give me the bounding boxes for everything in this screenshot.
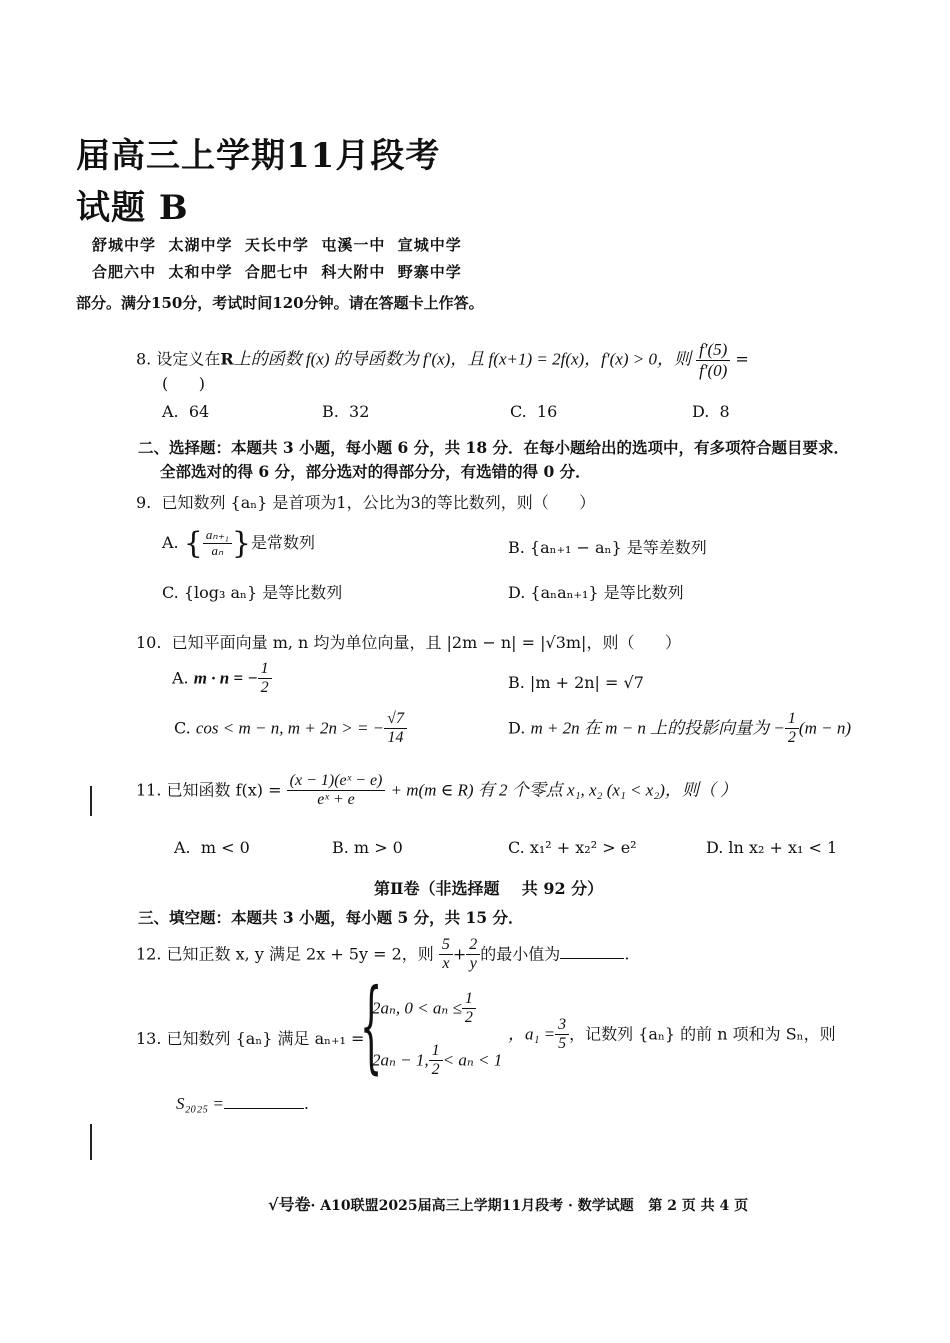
q13-case2-fraction xyxy=(429,1042,443,1080)
footer-logo: √号卷 xyxy=(268,1195,311,1214)
q12-suffix: 的最小值为 xyxy=(480,944,561,964)
page-footer xyxy=(268,1192,748,1215)
q8-eq: = xyxy=(735,349,749,369)
q9-a-brace-left: { xyxy=(183,526,203,561)
q9-option-b: B. {aₙ₊₁ − aₙ} 是等差数列 xyxy=(508,538,707,557)
q13-suffix: ，记数列 {aₙ} 的前 n 项和为 Sₙ，则 xyxy=(569,1024,836,1044)
q10-d-num: 1 xyxy=(785,710,799,729)
q12-prefix: 12. 已知正数 x, y 满足 2x + 5y = 2，则 xyxy=(136,944,434,964)
q13-sum-label: S₂₀₂₅ = xyxy=(176,1094,224,1113)
q8-frac-den: f′(0) xyxy=(699,360,728,380)
q12-answer-blank[interactable] xyxy=(560,944,624,959)
q11-option-b: B. m > 0 xyxy=(332,838,403,857)
q13-answer-blank[interactable] xyxy=(224,1094,304,1109)
q8-frac-num: f′(5) xyxy=(696,340,730,361)
q12-f1-num: 5 xyxy=(439,936,453,955)
q10-a-den: 2 xyxy=(260,679,269,697)
q11-prefix: 11. 已知函数 f(x) = xyxy=(136,780,282,800)
q10-c-den: 14 xyxy=(387,729,404,747)
q12-f2-num: 2 xyxy=(466,936,480,955)
scan-mark-2 xyxy=(90,1124,92,1160)
q10-option-a xyxy=(172,660,272,698)
schools-row-2: 合肥六中 太和中学 合肥七中 科大附中 野寨中学 xyxy=(92,263,462,281)
exam-title-line1: 届高三上学期11月段考 xyxy=(76,136,441,176)
q13-case2-den: 2 xyxy=(431,1061,440,1079)
q11-suffix: + m(m ∈ R) 有 2 个零点 x₁, x₂ (x₁ < x₂)，则（ ） xyxy=(390,780,738,800)
q11-option-d: D. ln x₂ + x₁ < 1 xyxy=(706,838,838,857)
q13-case2-num: 1 xyxy=(429,1042,443,1061)
q13-sum-line xyxy=(176,1094,309,1114)
q10-d-den: 2 xyxy=(787,729,796,747)
q12-end: . xyxy=(624,944,630,964)
q13-piecewise-brace: { xyxy=(360,967,383,1084)
q10-d-tail: (m − n) xyxy=(798,718,851,738)
question-10: 10. 已知平面向量 m, n 均为单位向量，且 |2m − n| = |√3m|，则（ ） xyxy=(136,633,681,652)
q12-f1-den: x xyxy=(442,955,450,973)
q13-a1-den: 5 xyxy=(558,1035,567,1053)
footer-text: · A10联盟2025届高三上学期11月段考 · 数学试题 第 2 页 共 4 页 xyxy=(310,1198,749,1214)
q13-case-1 xyxy=(372,990,476,1028)
q13-case1-fraction xyxy=(462,990,476,1028)
question-9: 9. 已知数列 {aₙ} 是首项为1，公比为3的等比数列，则（ ） xyxy=(136,493,596,512)
q9-option-c: C. {log₃ aₙ} 是等比数列 xyxy=(162,583,343,602)
section-3-line: 三、填空题：本题共 3 小题，每小题 5 分，共 15 分． xyxy=(138,908,524,927)
q10-a-fraction xyxy=(258,660,272,698)
q8-option-a: A. 64 xyxy=(162,402,210,421)
question-12 xyxy=(136,936,629,974)
section-2-line-1: 二、选择题：本题共 3 小题，每小题 6 分，共 18 分．在每小题给出的选项中，有多项符合题目要求． xyxy=(138,438,850,457)
q13-end: . xyxy=(303,1094,309,1113)
question-13-stem xyxy=(136,1026,364,1049)
scan-mark-1 xyxy=(90,786,92,816)
q8-option-d: D. 8 xyxy=(692,402,730,421)
q8-option-c: C. 16 xyxy=(510,402,558,421)
q12-plus: + xyxy=(452,944,467,964)
q11-option-c: C. x₁² + x₂² > e² xyxy=(508,838,637,857)
q10-d-expr: m + 2n 在 m − n 上的投影向量为 − xyxy=(530,718,785,738)
q8-option-b: B. 32 xyxy=(322,402,370,421)
q8-stem: 上的函数 f(x) 的导函数为 f′(x)，且 f(x+1) = 2f(x)，f′(x) > 0，则 xyxy=(233,349,691,369)
section-2-line-2: 全部选对的得 6 分，部分选对的得部分分，有选错的得 0 分． xyxy=(160,462,591,481)
schools-row-1: 舒城中学 太湖中学 天长中学 屯溪一中 宣城中学 xyxy=(92,236,462,254)
q9-a-fraction xyxy=(203,528,232,559)
q11-frac-den: eˣ + e xyxy=(317,791,355,809)
q11-option-a: A. m < 0 xyxy=(174,838,250,857)
q10-d-fraction xyxy=(785,710,799,748)
question-8 xyxy=(136,340,749,380)
q10-option-c xyxy=(174,710,407,748)
q10-c-fraction xyxy=(384,710,407,748)
q13-a1-num: 3 xyxy=(555,1016,569,1035)
q9-option-a xyxy=(162,526,315,561)
q9-a-num: aₙ₊₁ xyxy=(203,528,232,544)
q13-a1-fraction xyxy=(555,1016,569,1054)
q13-case2-tail: < aₙ < 1 xyxy=(442,1050,503,1070)
q9-a-label: A. xyxy=(162,533,179,552)
q9-a-tail: 是常数列 xyxy=(250,533,315,552)
q13-case1-den: 2 xyxy=(464,1009,473,1027)
question-11 xyxy=(136,772,737,810)
exam-instructions: 部分。满分150分，考试时间120分钟。请在答题卡上作答。 xyxy=(76,294,484,312)
q10-c-num: √7 xyxy=(384,710,407,729)
q9-a-den: aₙ xyxy=(211,543,224,558)
q11-frac-num: (x − 1)(eˣ − e) xyxy=(287,772,386,791)
q10-d-label: D. xyxy=(508,718,526,738)
q8-real-set: R xyxy=(220,349,234,369)
q10-option-b: B. |m + 2n| = √7 xyxy=(508,673,644,692)
q8-prefix: 8. 设定义在 xyxy=(136,349,221,369)
q8-fraction xyxy=(696,340,730,380)
q13-case1-expr: 2aₙ, 0 < aₙ ≤ xyxy=(372,998,462,1018)
q10-c-label: C. xyxy=(174,718,191,738)
q10-a-label: A. xyxy=(172,668,189,688)
q12-fraction-1 xyxy=(439,936,453,974)
q11-fraction xyxy=(287,772,386,810)
q12-f2-den: y xyxy=(469,955,477,973)
q9-a-brace-right: } xyxy=(231,526,251,561)
q8-paren: ( ) xyxy=(162,374,205,393)
part-2-heading: 第Ⅱ卷（非选择题 共 92 分） xyxy=(374,879,604,898)
q13-case-2 xyxy=(372,1042,502,1080)
q12-fraction-2 xyxy=(466,936,480,974)
q10-c-expr: cos < m − n, m + 2n > = − xyxy=(195,718,385,738)
q13-case2-expr: 2aₙ − 1, xyxy=(372,1050,429,1070)
q9-option-d: D. {aₙaₙ₊₁} 是等比数列 xyxy=(508,583,684,602)
q10-a-expr: m · n = − xyxy=(193,668,258,688)
q10-option-d xyxy=(508,710,851,748)
exam-title-line2: 试题 B xyxy=(76,188,189,228)
q13-case1-num: 1 xyxy=(462,990,476,1009)
q10-a-num: 1 xyxy=(258,660,272,679)
q13-prefix: 13. 已知数列 {aₙ} 满足 aₙ₊₁ = xyxy=(136,1029,365,1048)
q13-a1-expr: ，a₁ = xyxy=(508,1024,556,1044)
q13-stem-tail xyxy=(508,1016,836,1054)
